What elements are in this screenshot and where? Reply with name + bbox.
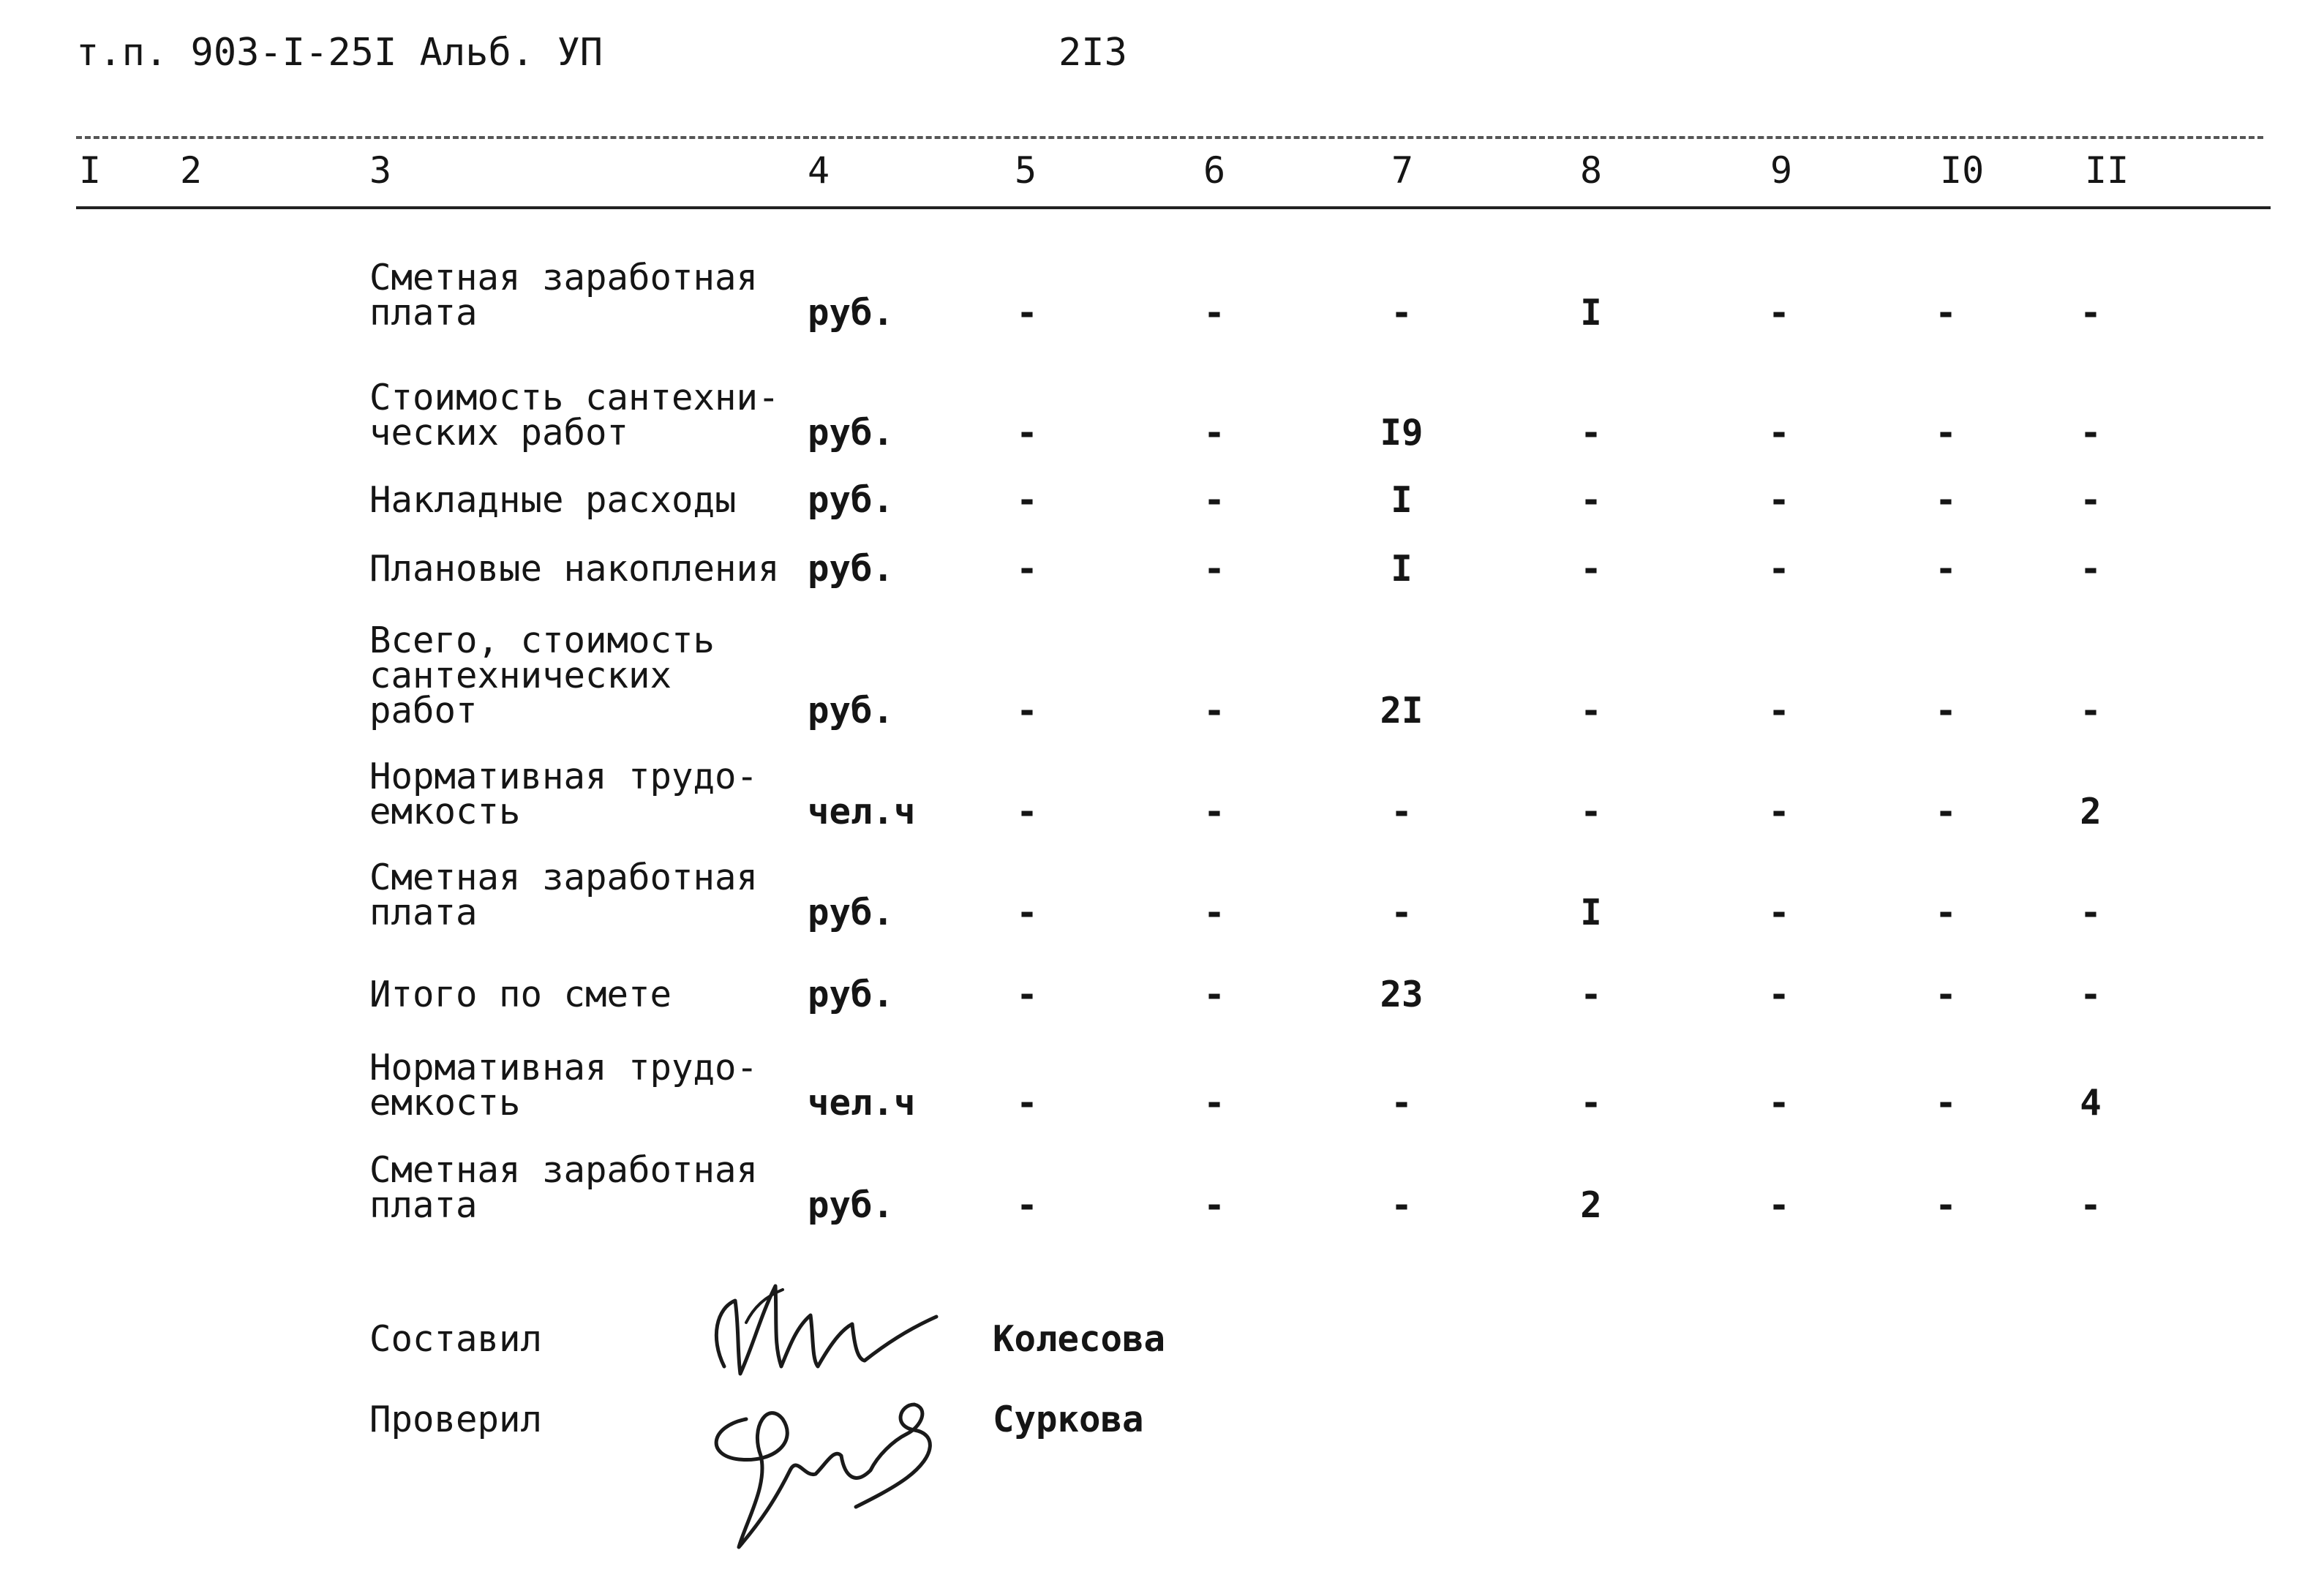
table-header-rule bbox=[76, 206, 2271, 209]
checked-by-label: Проверил bbox=[369, 1399, 543, 1440]
table-row bbox=[0, 971, 2324, 1015]
row-value-col10: - bbox=[1935, 791, 1957, 832]
page-number: 2I3 bbox=[1058, 31, 1127, 75]
compiled-by-label: Составил bbox=[369, 1318, 543, 1360]
row-value-col11: - bbox=[2080, 412, 2102, 454]
row-value-col5: - bbox=[1016, 690, 1038, 732]
row-value-col5: - bbox=[1016, 1184, 1038, 1226]
row-value-col10: - bbox=[1935, 1082, 1957, 1124]
row-value-col9: - bbox=[1768, 892, 1790, 933]
row-item-name: Накладные расходы bbox=[369, 479, 737, 521]
column-header-10: I0 bbox=[1940, 149, 1985, 192]
row-value-col11: 2 bbox=[2080, 791, 2102, 832]
column-header-11: II bbox=[2085, 149, 2129, 192]
row-value-col8: - bbox=[1580, 1082, 1602, 1124]
table-row bbox=[0, 1147, 2324, 1226]
row-value-col11: - bbox=[2080, 1184, 2102, 1226]
row-value-col10: - bbox=[1935, 548, 1957, 590]
row-item-name: Итого по смете bbox=[369, 974, 672, 1015]
column-header-5: 5 bbox=[1015, 149, 1037, 192]
page-header-ref: т.п. 903-I-25I Альб. УП bbox=[76, 31, 603, 75]
row-value-col5: - bbox=[1016, 892, 1038, 933]
signature-surkova bbox=[695, 1375, 973, 1565]
row-item-name: Сметная заработная плата bbox=[369, 1149, 759, 1226]
row-unit: руб. bbox=[808, 974, 895, 1015]
row-item-name: Стоимость сантехни- ческих работ bbox=[369, 377, 780, 454]
table-row bbox=[0, 375, 2324, 454]
row-value-col8: 2 bbox=[1580, 1184, 1602, 1226]
row-value-col8: - bbox=[1580, 479, 1602, 521]
row-value-col9: - bbox=[1768, 479, 1790, 521]
row-unit: чел.ч bbox=[808, 791, 916, 832]
row-value-col7: - bbox=[1391, 1184, 1413, 1226]
row-value-col9: - bbox=[1768, 1184, 1790, 1226]
row-value-col5: - bbox=[1016, 479, 1038, 521]
row-value-col9: - bbox=[1768, 974, 1790, 1015]
row-value-col7: I bbox=[1391, 548, 1413, 590]
row-value-col8: - bbox=[1580, 791, 1602, 832]
row-value-col7: 2I bbox=[1380, 690, 1424, 732]
row-value-col7: I9 bbox=[1380, 412, 1424, 454]
row-value-col8: - bbox=[1580, 412, 1602, 454]
column-header-6: 6 bbox=[1203, 149, 1226, 192]
row-value-col8: I bbox=[1580, 892, 1602, 933]
row-value-col10: - bbox=[1935, 292, 1957, 334]
row-value-col9: - bbox=[1768, 548, 1790, 590]
row-item-name: Нормативная трудо- емкость bbox=[369, 756, 759, 832]
row-value-col11: - bbox=[2080, 690, 2102, 732]
row-value-col9: - bbox=[1768, 292, 1790, 334]
table-row bbox=[0, 854, 2324, 933]
row-item-name: Всего, стоимость сантехнических работ bbox=[369, 620, 715, 732]
column-header-4: 4 bbox=[808, 149, 830, 192]
row-value-col9: - bbox=[1768, 791, 1790, 832]
row-unit: чел.ч bbox=[808, 1082, 916, 1124]
row-value-col6: - bbox=[1203, 791, 1225, 832]
row-value-col6: - bbox=[1203, 690, 1225, 732]
row-value-col5: - bbox=[1016, 974, 1038, 1015]
table-row bbox=[0, 240, 2324, 334]
row-value-col5: - bbox=[1016, 791, 1038, 832]
column-header-2: 2 bbox=[180, 149, 203, 192]
checked-by-name: Суркова bbox=[993, 1399, 1144, 1440]
row-value-col5: - bbox=[1016, 1082, 1038, 1124]
row-item-name: Сметная заработная плата bbox=[369, 857, 759, 933]
table-row bbox=[0, 1045, 2324, 1124]
row-value-col8: I bbox=[1580, 292, 1602, 334]
table-top-rule bbox=[76, 136, 2263, 139]
row-value-col5: - bbox=[1016, 412, 1038, 454]
row-unit: руб. bbox=[808, 892, 895, 933]
row-value-col10: - bbox=[1935, 892, 1957, 933]
column-header-3: 3 bbox=[369, 149, 392, 192]
row-value-col7: - bbox=[1391, 892, 1413, 933]
row-value-col10: - bbox=[1935, 412, 1957, 454]
row-value-col9: - bbox=[1768, 690, 1790, 732]
row-value-col7: - bbox=[1391, 1082, 1413, 1124]
row-value-col6: - bbox=[1203, 479, 1225, 521]
row-value-col6: - bbox=[1203, 412, 1225, 454]
table-row bbox=[0, 477, 2324, 521]
column-header-1: I bbox=[79, 149, 102, 192]
row-item-name: Сметная заработная плата bbox=[369, 257, 759, 334]
column-header-8: 8 bbox=[1580, 149, 1603, 192]
row-unit: руб. bbox=[808, 479, 895, 521]
row-unit: руб. bbox=[808, 690, 895, 732]
row-value-col5: - bbox=[1016, 548, 1038, 590]
row-value-col11: - bbox=[2080, 974, 2102, 1015]
row-item-name: Нормативная трудо- емкость bbox=[369, 1047, 759, 1124]
row-value-col10: - bbox=[1935, 479, 1957, 521]
row-value-col11: - bbox=[2080, 892, 2102, 933]
row-unit: руб. bbox=[808, 292, 895, 334]
row-unit: руб. bbox=[808, 412, 895, 454]
row-value-col10: - bbox=[1935, 690, 1957, 732]
row-value-col7: 23 bbox=[1380, 974, 1424, 1015]
row-value-col9: - bbox=[1768, 412, 1790, 454]
column-header-9: 9 bbox=[1770, 149, 1793, 192]
row-value-col6: - bbox=[1203, 1184, 1225, 1226]
row-value-col6: - bbox=[1203, 974, 1225, 1015]
row-value-col11: 4 bbox=[2080, 1082, 2102, 1124]
row-unit: руб. bbox=[808, 1184, 895, 1226]
row-value-col6: - bbox=[1203, 548, 1225, 590]
row-value-col5: - bbox=[1016, 292, 1038, 334]
column-header-7: 7 bbox=[1391, 149, 1414, 192]
row-value-col11: - bbox=[2080, 292, 2102, 334]
row-value-col10: - bbox=[1935, 974, 1957, 1015]
row-value-col6: - bbox=[1203, 1082, 1225, 1124]
row-item-name: Плановые накопления bbox=[369, 548, 780, 590]
row-value-col8: - bbox=[1580, 974, 1602, 1015]
table-row bbox=[0, 753, 2324, 830]
row-value-col8: - bbox=[1580, 548, 1602, 590]
row-value-col10: - bbox=[1935, 1184, 1957, 1226]
row-value-col6: - bbox=[1203, 892, 1225, 933]
compiled-by-name: Колесова bbox=[993, 1318, 1166, 1360]
row-value-col11: - bbox=[2080, 548, 2102, 590]
row-value-col8: - bbox=[1580, 690, 1602, 732]
row-value-col7: - bbox=[1391, 791, 1413, 832]
row-value-col7: I bbox=[1391, 479, 1413, 521]
row-unit: руб. bbox=[808, 548, 895, 590]
row-value-col7: - bbox=[1391, 292, 1413, 334]
row-value-col9: - bbox=[1768, 1082, 1790, 1124]
table-row bbox=[0, 619, 2324, 732]
row-value-col6: - bbox=[1203, 292, 1225, 334]
table-row bbox=[0, 546, 2324, 590]
row-value-col11: - bbox=[2080, 479, 2102, 521]
